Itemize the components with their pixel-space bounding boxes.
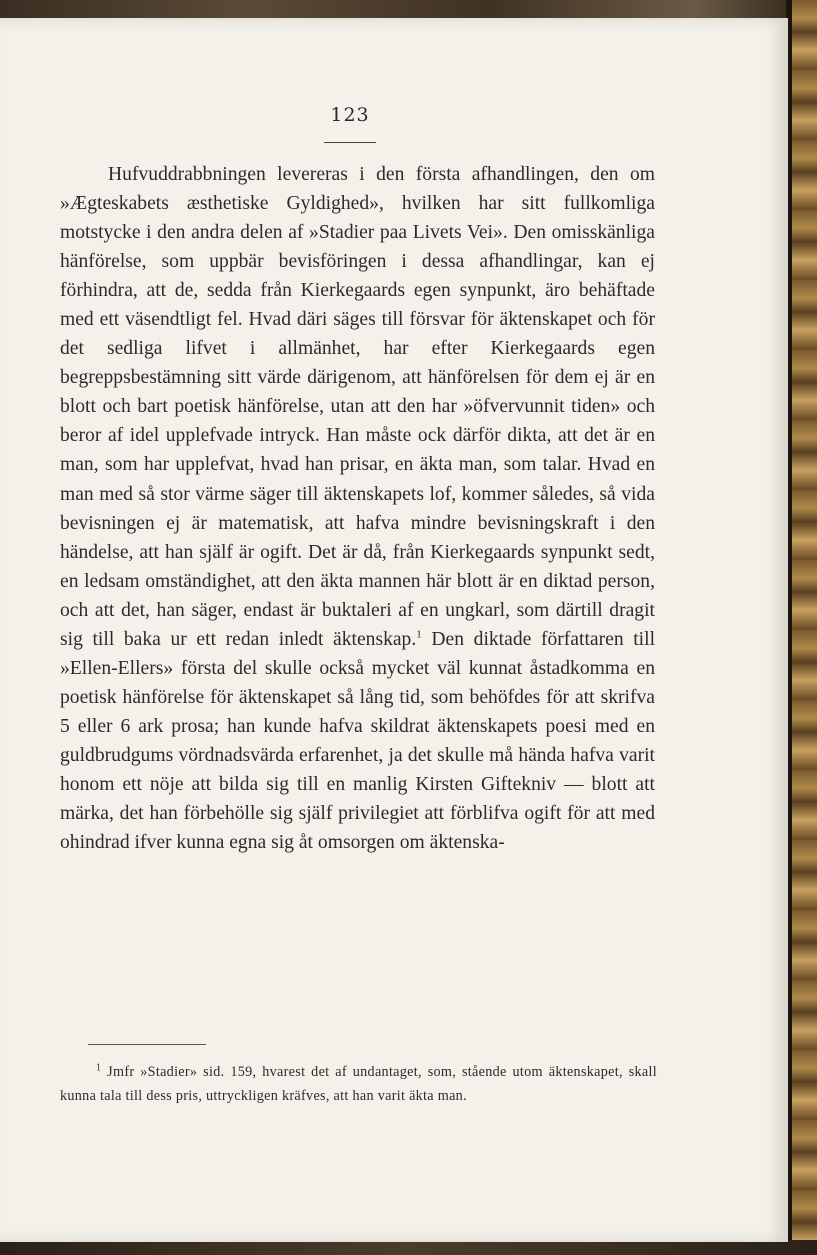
book-spine-edge [788, 0, 817, 1255]
footnote-reference: 1 [416, 628, 422, 641]
book-bottom-edge [0, 1240, 817, 1255]
body-text-part-2: Den diktade författaren till »Ellen-Ellers» första del skulle också mycket väl kunnat åstadkomma en poetisk hänförelse för äktenskapet så lång tid, som behöfdes för att skrifva 5 eller 6 ark prosa; han kunde hafva skildrat äktenskapets poesi med en guldbrudgums vördnadsvärda erfarenhet, ja det skulle må hända hafva varit honom ett nöje att bilda sig till en manlig Kirsten Giftekniv — blott att märka, det han förbehölle sig själf privilegiet att förblifva ogift för att med ohindrad ifver kunna egna sig åt omsorgen om äktenska- [60, 628, 656, 854]
footnote-text: Jmfr »Stadier» sid. 159, hvarest det af undantaget, som, stående utom äktenskapet, skall kunna tala till dess pris, uttryckligen kräfves, att han varit äkta man. [60, 1064, 657, 1104]
footnote [60, 1060, 657, 1108]
footnote-marker: 1 [96, 1062, 102, 1074]
footnote-separator [88, 1044, 206, 1045]
page-sheet [0, 18, 788, 1242]
page-number-underline [324, 142, 376, 143]
body-text-part-1: Hufvuddrabbningen levereras i den första afhandlingen, den om »Ægteskabets æsthetiske Gyldighed», hvilken har sitt fullkomliga motstycke i den andra delen af »Stadier paa Livets Vei». Den omisskänliga hänförelse, som uppbär bevisföringen i dessa afhandlingar, kan ej förhindra, att de, sedda från Kierkegaards egen synpunkt, äro behäftade med ett väsendtligt fel. Hvad däri säges till försvar för äktenskapet och för det sedliga lifvet i allmänhet, har efter Kierkegaards egen begreppsbestämning sitt värde därigenom, att hänförelsen för dem ej är en blott och bart poetisk hänförelse, utan att den har »öfvervunnit tiden» och beror af idel upplefvade intryck. Han måste ock därför dikta, att det är en man, som har upplefvat, hvad han prisar, en äkta man, som talar. Hvad en man med så stor värme säger till äktenskapets lof, kommer således, så vida bevisningen ej är matematisk, att hafva mindre bevisningskraft i den händelse, att han själf är ogift. Det är då, från Kierkegaards synpunkt sedt, en ledsam omständighet, att den äkta mannen här blott är en diktad person, och att det, han säger, endast är buktaleri af en ungkarl, som därtill dragit sig till baka ur ett redan inledt äktenskap. [60, 164, 655, 650]
page-number: 123 [330, 104, 370, 126]
body-paragraph [60, 160, 655, 857]
